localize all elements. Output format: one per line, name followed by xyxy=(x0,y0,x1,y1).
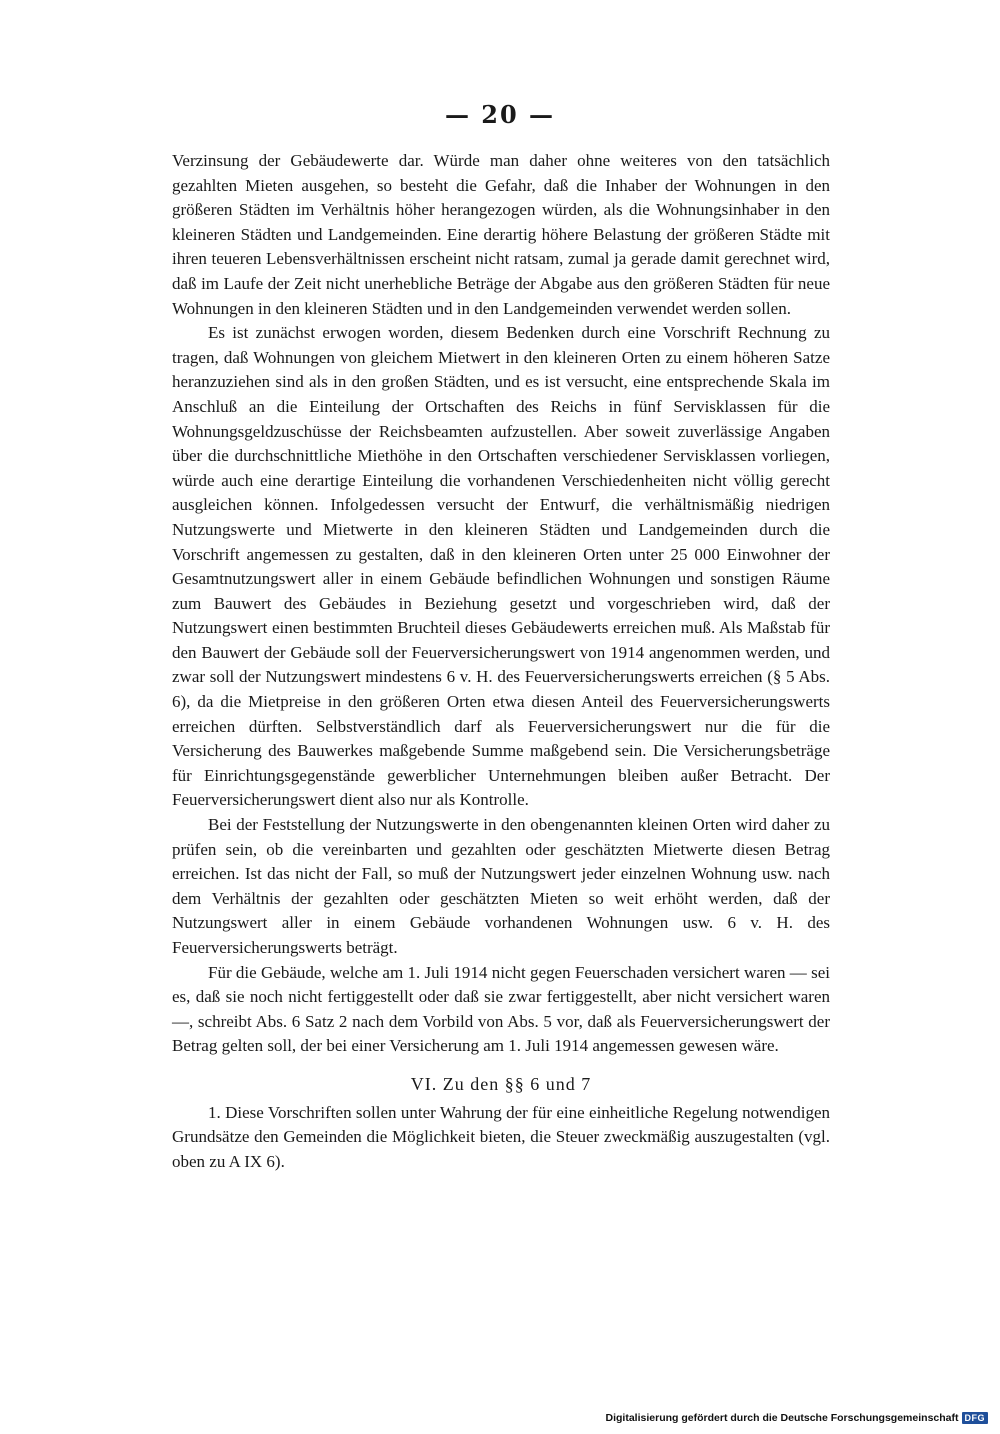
section-heading: VI. Zu den §§ 6 und 7 xyxy=(410,1073,592,1094)
paragraph-2: Es ist zunächst erwogen worden, diesem Bedenken durch eine Vorschrift Rechnung zu tragen, daß Wohnungen von gleichem Mietwert in den kleineren Orten zu einem höheren Satze heranzuziehen sind als in den großen Städten, und es ist versucht, eine entsprechende Skala im Anschluß an die Einteilung der Ortschaften des Reichs in fünf Servisklassen für die Wohnungsgeldzuschüsse der Reichsbeamten aufzustellen. Aber soweit zuverlässige Angaben über die durchschnittliche Miethöhe in den Ortschaften verschiedener Servisklassen vorliegen, würde auch eine derartige Einteilung die vorhandenen Verschiedenheiten nicht völlig gerecht ausgleichen können. Infolgedessen versucht der Entwurf, die verhältnismäßig niedrigen Nutzungswerte und Mietwerte in den kleineren Städten und Landgemeinden durch die Vorschrift angemessen zu gestalten, daß in den kleineren Orten unter 25 000 Einwohner der Gesamtnutzungswert aller in einem Gebäude befindlichen Wohnungen und sonstigen Räume zum Bauwert des Gebäudes in Beziehung gesetzt und vorgeschrieben wird, daß der Nutzungswert einen bestimmten Bruchteil dieses Gebäudewerts erreichen muß. Als Maßstab für den Bauwert der Gebäude soll der Feuerversicherungswert von 1914 angenommen werden, und zwar soll der Nutzungswert mindestens 6 v. H. des Feuerversicherungswerts erreichen (§ 5 Abs. 6), da die Mietpreise in den größeren Orten etwa diesen Anteil des Feuerversicherungswerts erreichen dürften. Selbstverständlich darf als Feuerversicherungswert nur die für die Versicherung des Bauwerkes maßgebende Summe maßgebend sein. Die Versicherungsbeträge für Einrichtungsgegenstände gewerblicher Unternehmungen bleiben außer Betracht. Der Feuerversicherungswert dient also nur als Kontrolle. xyxy=(172,323,830,810)
section-paragraph: 1. Diese Vorschriften sollen unter Wahrung der für eine einheitliche Regelung notwendigen Grundsätze den Gemeinden die Möglichkeit bieten, die Steuer zweckmäßig auszugestalten (vgl. oben zu A IX 6). xyxy=(172,1102,830,1171)
paragraph-4: Für die Gebäude, welche am 1. Juli 1914 nicht gegen Feuerschaden versichert waren — sei es, daß sie noch nicht fertiggestellt oder daß sie zwar fertiggestellt, aber nicht versichert waren —, schreibt Abs. 6 Satz 2 nach dem Vorbild von Abs. 5 vor, daß als Feuerversicherungswert der Betrag gelten soll, der bei einer Versicherung am 1. Juli 1914 angemessen gewesen wäre. xyxy=(172,962,830,1056)
dfg-logo: DFG xyxy=(962,1412,989,1424)
digitization-credit xyxy=(606,1412,988,1424)
body-text xyxy=(172,149,830,1174)
paragraph-1: Verzinsung der Gebäudewerte dar. Würde man daher ohne weiteres von den tatsächlich gezahlten Mieten ausgehen, so besteht die Gefahr, daß die Inhaber der Wohnungen in den größeren Städten im Verhältnis höher herangezogen würden, als die Wohnungsinhaber in den kleineren Städten und Landgemeinden. Eine derartig höhere Belastung der größeren Städte mit ihren teueren Lebensverhältnissen erscheint nicht ratsam, zumal ja gerade damit gerechnet wird, daß im Laufe der Zeit nicht unerhebliche Beträge der Abgabe aus den größeren Städten für neue Wohnungen in den kleineren Städten und in den Landgemeinden verwendet werden sollen. xyxy=(172,151,830,318)
page-number: — 20 — xyxy=(444,100,556,129)
credit-text: Digitalisierung gefördert durch die Deutsche Forschungsgemeinschaft xyxy=(605,1412,959,1424)
paragraph-3: Bei der Feststellung der Nutzungswerte in den obengenannten kleinen Orten wird daher zu prüfen sein, ob die vereinbarten und gezahlten oder geschätzten Mietwerte diesen Betrag erreichen. Ist das nicht der Fall, so muß der Nutzungswert jeder einzelnen Wohnung usw. nach dem Verhältnis der gezahlten oder geschätzten Mieten so weit erhöht werden, daß der Nutzungswert aller in einem Gebäude vorhandenen Wohnungen usw. 6 v. H. des Feuerversicherungswerts beträgt. xyxy=(172,815,830,957)
